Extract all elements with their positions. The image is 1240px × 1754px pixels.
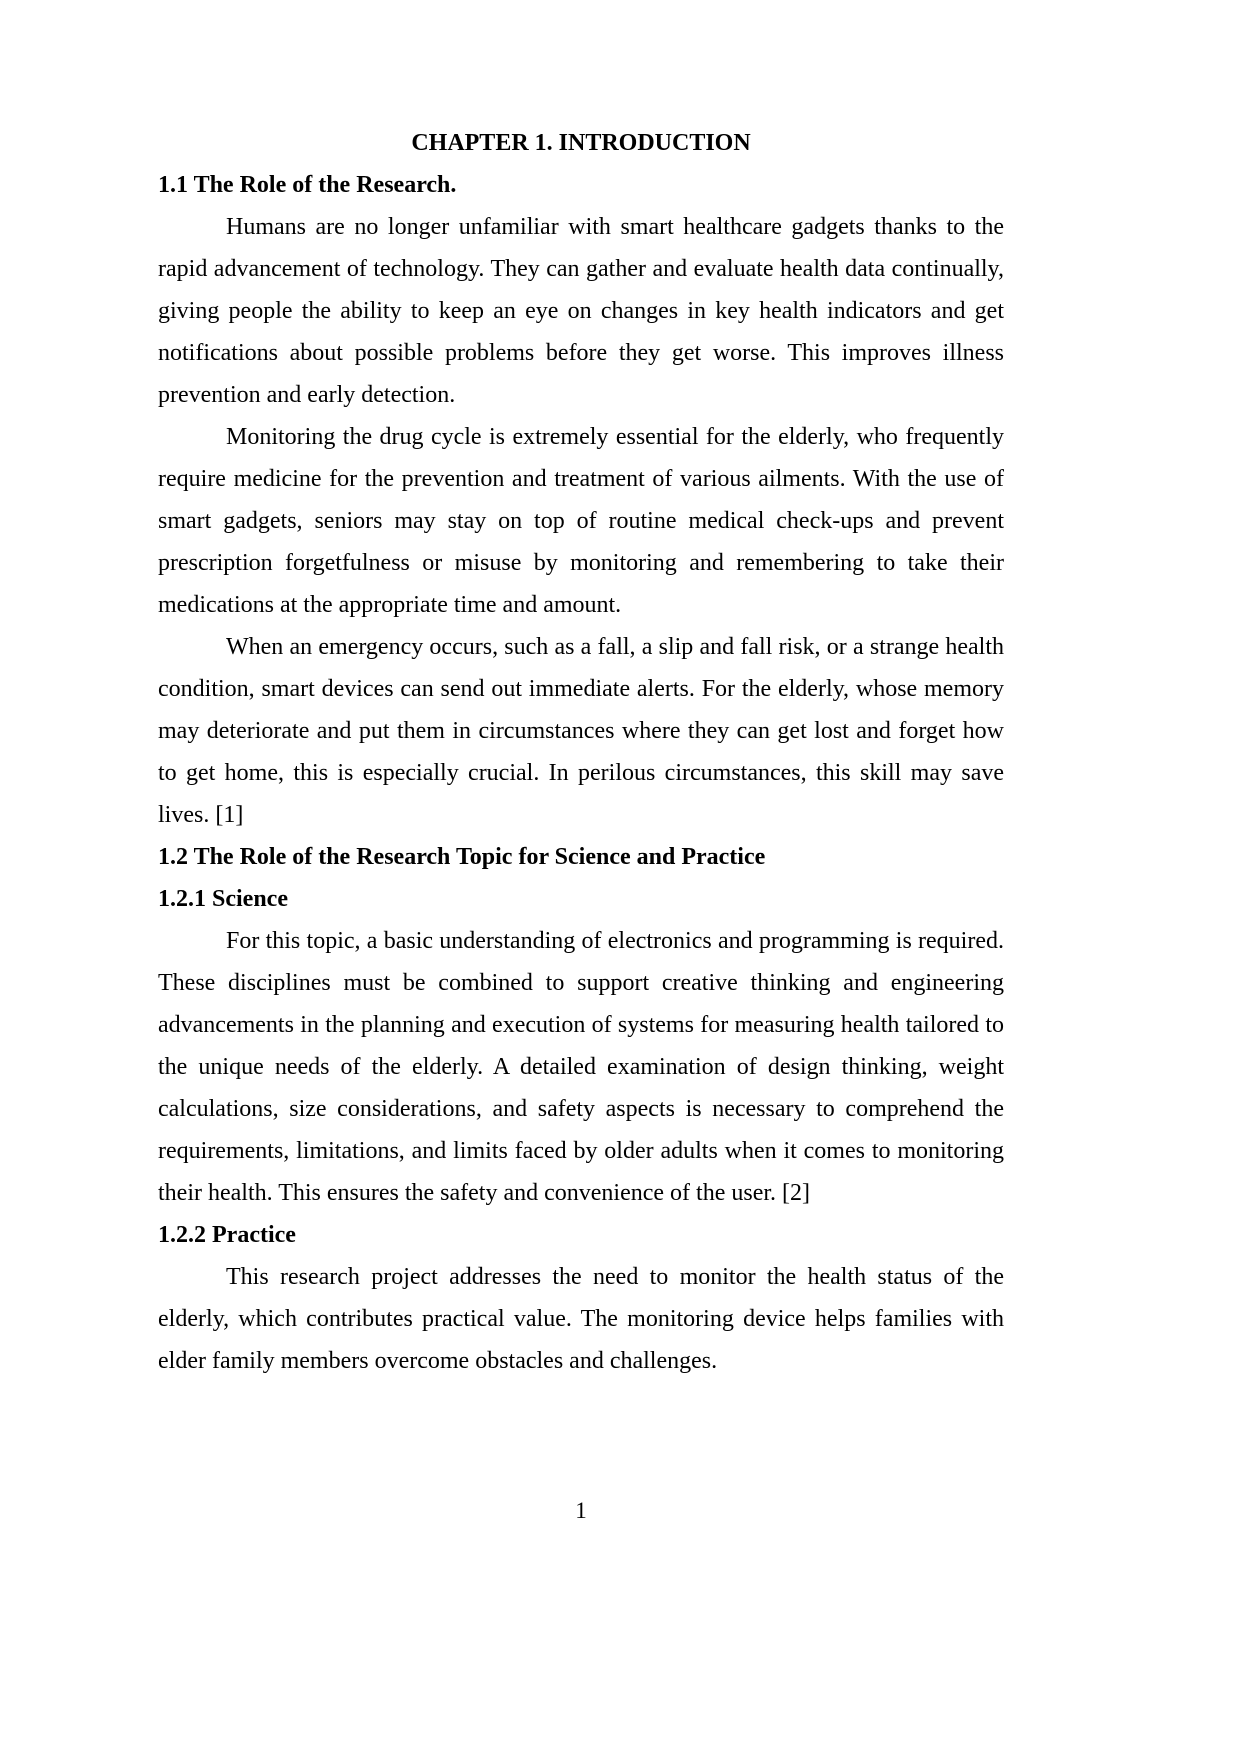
- paragraph-1-1-b: Monitoring the drug cycle is extremely essential for the elderly, who frequently require medicine for the prevention and treatment of various ailments. With the use of smart gadgets, seniors may stay on top of routine medical check-ups and prevent prescription forgetfulness or misuse by monitoring and remembering to take their medications at the appropriate time and amount.: [158, 424, 1004, 618]
- document-content: [158, 122, 1004, 1382]
- paragraph-1-2-1-a: For this topic, a basic understanding of electronics and programming is required. These disciplines must be combined to support creative thinking and engineering advancements in the planning and execution of systems for measuring health tailored to the unique needs of the elderly. A detailed examination of design thinking, weight calculations, size considerations, and safety aspects is necessary to comprehend the requirements, limitations, and limits faced by older adults when it comes to monitoring their health. This ensures the safety and convenience of the user. [2]: [158, 928, 1004, 1206]
- section-heading-1-1: 1.1 The Role of the Research.: [158, 172, 457, 198]
- section-heading-1-2-1: 1.2.1 Science: [158, 886, 288, 912]
- paragraph-1-2-2-a: This research project addresses the need to monitor the health status of the elderly, which contributes practical value. The monitoring device helps families with elder family members overcome obstacles and challenges.: [158, 1264, 1004, 1374]
- page-number: 1: [575, 1498, 587, 1523]
- paragraph-1-1-c: When an emergency occurs, such as a fall, a slip and fall risk, or a strange health condition, smart devices can send out immediate alerts. For the elderly, whose memory may deteriorate and put them in circumstances where they can get lost and forget how to get home, this is especially crucial. In perilous circumstances, this skill may save lives. [1]: [158, 634, 1004, 828]
- paragraph-1-1-a: Humans are no longer unfamiliar with smart healthcare gadgets thanks to the rapid advancement of technology. They can gather and evaluate health data continually, giving people the ability to keep an eye on changes in key health indicators and get notifications about possible problems before they get worse. This improves illness prevention and early detection.: [158, 214, 1004, 408]
- section-heading-1-2: 1.2 The Role of the Research Topic for Science and Practice: [158, 844, 766, 870]
- chapter-title: CHAPTER 1. INTRODUCTION: [411, 130, 751, 156]
- section-heading-1-2-2: 1.2.2 Practice: [158, 1222, 296, 1248]
